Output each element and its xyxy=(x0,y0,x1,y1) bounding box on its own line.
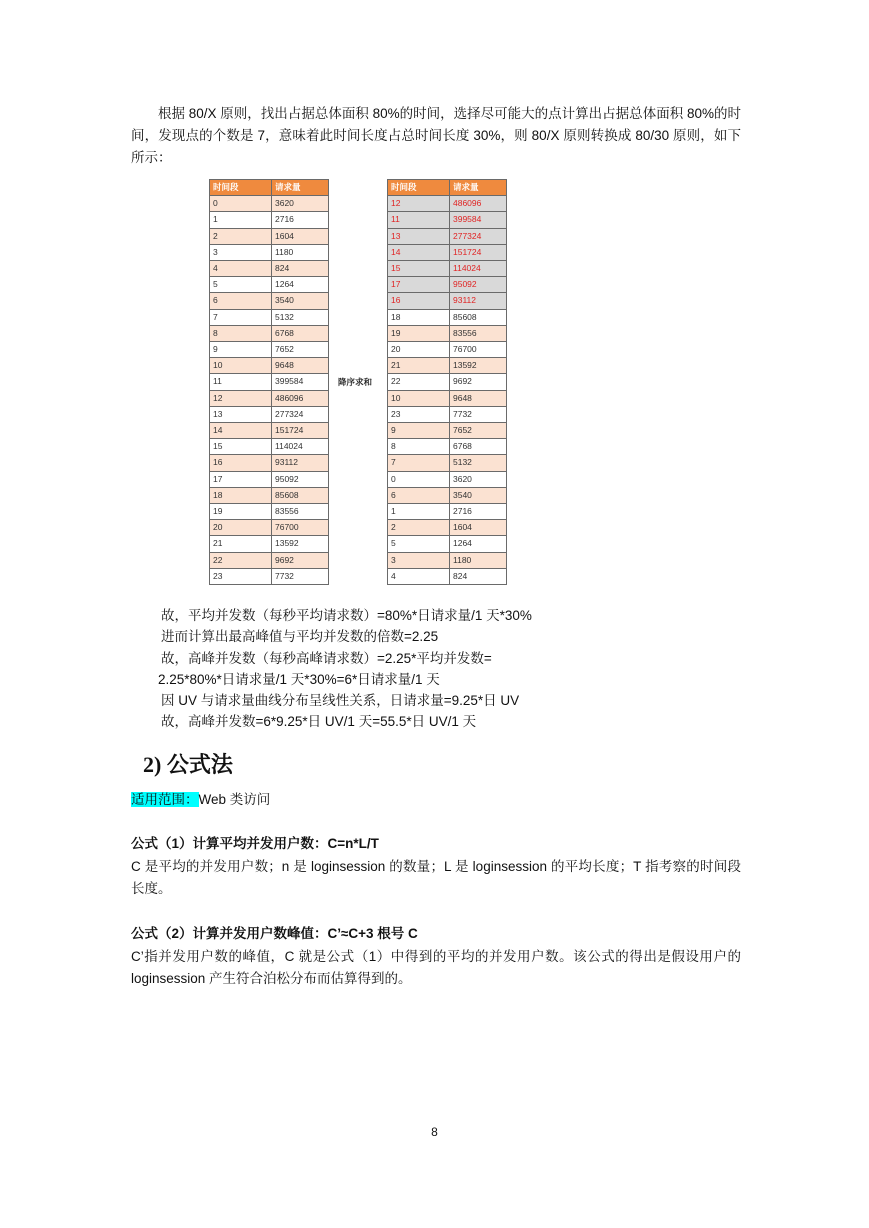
request-count-cell: 1264 xyxy=(272,277,329,293)
table-row xyxy=(388,228,507,244)
sorted-request-table xyxy=(387,179,507,585)
table-row xyxy=(388,342,507,358)
request-count-cell: 114024 xyxy=(272,439,329,455)
hour-cell: 17 xyxy=(388,277,450,293)
column-header: 请求量 xyxy=(272,180,329,196)
table-row xyxy=(210,374,329,390)
request-count-cell: 3620 xyxy=(450,471,507,487)
request-count-cell: 3540 xyxy=(450,487,507,503)
table-row xyxy=(210,568,329,584)
hour-cell: 23 xyxy=(388,406,450,422)
hour-cell: 8 xyxy=(210,325,272,341)
calc-line: 故，平均并发数（每秒平均请求数）=80%*日请求量/1 天*30% xyxy=(161,608,532,623)
formula1-title: 公式（1）计算平均并发用户数：C=n*L/T xyxy=(131,836,379,851)
request-count-cell: 399584 xyxy=(272,374,329,390)
hour-cell: 9 xyxy=(388,423,450,439)
hour-cell: 12 xyxy=(388,196,450,212)
table-row xyxy=(210,358,329,374)
scope-label: 适用范围： xyxy=(131,792,199,807)
table-row xyxy=(388,374,507,390)
table-row xyxy=(388,212,507,228)
table-row xyxy=(210,277,329,293)
request-count-cell: 1180 xyxy=(272,244,329,260)
table-row xyxy=(388,536,507,552)
scope-value: Web 类访问 xyxy=(198,792,271,807)
table-row xyxy=(210,293,329,309)
hourly-request-table xyxy=(209,179,329,585)
request-count-cell: 95092 xyxy=(450,277,507,293)
formula1-description: C 是平均的并发用户数；n 是 loginsession 的数量；L 是 loginsession 的平均长度；T 指考察的时间段长度。 xyxy=(131,859,741,896)
hour-cell: 6 xyxy=(388,487,450,503)
hour-cell: 1 xyxy=(210,212,272,228)
table-row xyxy=(210,504,329,520)
table-row xyxy=(388,325,507,341)
table-row xyxy=(210,244,329,260)
hour-cell: 12 xyxy=(210,390,272,406)
hour-cell: 21 xyxy=(388,358,450,374)
request-count-cell: 1604 xyxy=(450,520,507,536)
hour-cell: 20 xyxy=(388,342,450,358)
table-row xyxy=(210,342,329,358)
hour-cell: 2 xyxy=(210,228,272,244)
request-count-cell: 2716 xyxy=(450,504,507,520)
request-count-cell: 7732 xyxy=(450,406,507,422)
hour-cell: 0 xyxy=(210,196,272,212)
request-count-cell: 9648 xyxy=(272,358,329,374)
table-row xyxy=(388,390,507,406)
hour-cell: 6 xyxy=(210,293,272,309)
table-row xyxy=(210,228,329,244)
table-row xyxy=(388,261,507,277)
request-count-cell: 1264 xyxy=(450,536,507,552)
request-count-cell: 6768 xyxy=(450,439,507,455)
table-row xyxy=(210,552,329,568)
request-count-cell: 5132 xyxy=(450,455,507,471)
table-row xyxy=(210,487,329,503)
table-row xyxy=(210,261,329,277)
table-row xyxy=(388,309,507,325)
hour-cell: 21 xyxy=(210,536,272,552)
request-count-cell: 7652 xyxy=(450,423,507,439)
request-count-cell: 7652 xyxy=(272,342,329,358)
request-count-cell: 93112 xyxy=(272,455,329,471)
hour-cell: 15 xyxy=(210,439,272,455)
table-row xyxy=(210,536,329,552)
table-row xyxy=(210,520,329,536)
table-row xyxy=(388,244,507,260)
hour-cell: 13 xyxy=(388,228,450,244)
hour-cell: 16 xyxy=(388,293,450,309)
table-row xyxy=(388,406,507,422)
hour-cell: 15 xyxy=(388,261,450,277)
hour-cell: 22 xyxy=(210,552,272,568)
hour-cell: 20 xyxy=(210,520,272,536)
hour-cell: 10 xyxy=(388,390,450,406)
calc-line: 因 UV 与请求量曲线分布呈线性关系，日请求量=9.25*日 UV xyxy=(161,693,520,709)
table-row xyxy=(388,293,507,309)
hour-cell: 19 xyxy=(210,504,272,520)
table-row xyxy=(210,309,329,325)
request-count-cell: 76700 xyxy=(450,342,507,358)
request-count-cell: 83556 xyxy=(272,504,329,520)
request-count-cell: 277324 xyxy=(272,406,329,422)
request-count-cell: 277324 xyxy=(450,228,507,244)
table-row xyxy=(388,423,507,439)
hour-cell: 13 xyxy=(210,406,272,422)
request-count-cell: 9692 xyxy=(272,552,329,568)
table-row xyxy=(388,439,507,455)
table-row xyxy=(210,406,329,422)
hour-cell: 18 xyxy=(210,487,272,503)
table-row xyxy=(210,455,329,471)
request-count-cell: 9692 xyxy=(450,374,507,390)
hour-cell: 0 xyxy=(388,471,450,487)
hour-cell: 2 xyxy=(388,520,450,536)
table-row xyxy=(210,196,329,212)
page-number: 8 xyxy=(431,1125,438,1139)
table-row xyxy=(388,196,507,212)
request-count-cell: 1604 xyxy=(272,228,329,244)
column-header: 时间段 xyxy=(388,180,450,196)
request-count-cell: 151724 xyxy=(450,244,507,260)
hour-cell: 14 xyxy=(210,423,272,439)
request-count-cell: 399584 xyxy=(450,212,507,228)
descending-sum-label: 降序求和 xyxy=(338,377,373,387)
table-row xyxy=(210,212,329,228)
calc-line: 故，高峰并发数（每秒高峰请求数）=2.25*平均并发数= xyxy=(161,650,492,666)
calculation-lines xyxy=(158,605,532,733)
request-count-cell: 114024 xyxy=(450,261,507,277)
table-row xyxy=(388,552,507,568)
request-count-cell: 9648 xyxy=(450,390,507,406)
data-tables xyxy=(209,179,509,584)
section-heading: 2) 公式法 xyxy=(143,752,233,777)
hour-cell: 5 xyxy=(210,277,272,293)
request-count-cell: 6768 xyxy=(272,325,329,341)
request-count-cell: 95092 xyxy=(272,471,329,487)
table-header-row xyxy=(388,180,507,196)
request-count-cell: 85608 xyxy=(450,309,507,325)
request-count-cell: 3540 xyxy=(272,293,329,309)
hour-cell: 16 xyxy=(210,455,272,471)
hour-cell: 9 xyxy=(210,342,272,358)
table-row xyxy=(210,325,329,341)
calc-line: 进而计算出最高峰值与平均并发数的倍数=2.25 xyxy=(161,629,439,645)
hour-cell: 4 xyxy=(210,261,272,277)
request-count-cell: 2716 xyxy=(272,212,329,228)
request-count-cell: 486096 xyxy=(272,390,329,406)
table-row xyxy=(210,390,329,406)
hour-cell: 4 xyxy=(388,568,450,584)
intro-paragraph xyxy=(131,103,741,169)
request-count-cell: 3620 xyxy=(272,196,329,212)
request-count-cell: 83556 xyxy=(450,325,507,341)
hour-cell: 11 xyxy=(210,374,272,390)
hour-cell: 19 xyxy=(388,325,450,341)
request-count-cell: 13592 xyxy=(450,358,507,374)
intro-text: 根据 80/X 原则，找出占据总体面积 80%的时间，选择尽可能大的点计算出占据总体面积 80%的时间，发现点的个数是 7，意味着此时间长度占总时间长度 30%，则 80/X 原则转换成 80/30 原则，如下所示： xyxy=(131,106,741,165)
hour-cell: 18 xyxy=(388,309,450,325)
table-header-row xyxy=(210,180,329,196)
hour-cell: 1 xyxy=(388,504,450,520)
request-count-cell: 76700 xyxy=(272,520,329,536)
formula2-title: 公式（2）计算并发用户数峰值：C’≈C+3 根号 C xyxy=(131,926,418,941)
request-count-cell: 13592 xyxy=(272,536,329,552)
hour-cell: 14 xyxy=(388,244,450,260)
formula2-description: C’指并发用户数的峰值，C 就是公式（1）中得到的平均的并发用户数。该公式的得出是假设用户的 loginsession 产生符合泊松分布而估算得到的。 xyxy=(131,949,741,986)
table-row xyxy=(388,358,507,374)
hour-cell: 8 xyxy=(388,439,450,455)
table-row xyxy=(388,455,507,471)
request-count-cell: 486096 xyxy=(450,196,507,212)
table-row xyxy=(210,439,329,455)
request-count-cell: 151724 xyxy=(272,423,329,439)
table-row xyxy=(210,471,329,487)
table-row xyxy=(388,504,507,520)
hour-cell: 3 xyxy=(210,244,272,260)
hour-cell: 5 xyxy=(388,536,450,552)
hour-cell: 17 xyxy=(210,471,272,487)
table-row xyxy=(388,568,507,584)
table-row xyxy=(210,423,329,439)
request-count-cell: 93112 xyxy=(450,293,507,309)
table-row xyxy=(388,471,507,487)
hour-cell: 23 xyxy=(210,568,272,584)
table-row xyxy=(388,520,507,536)
request-count-cell: 1180 xyxy=(450,552,507,568)
table-row xyxy=(388,277,507,293)
hour-cell: 7 xyxy=(210,309,272,325)
column-header: 时间段 xyxy=(210,180,272,196)
request-count-cell: 85608 xyxy=(272,487,329,503)
table-row xyxy=(388,487,507,503)
request-count-cell: 824 xyxy=(450,568,507,584)
request-count-cell: 7732 xyxy=(272,568,329,584)
hour-cell: 10 xyxy=(210,358,272,374)
hour-cell: 22 xyxy=(388,374,450,390)
calc-line: 故，高峰并发数=6*9.25*日 UV/1 天=55.5*日 UV/1 天 xyxy=(161,714,477,730)
scope-line xyxy=(131,790,270,810)
hour-cell: 7 xyxy=(388,455,450,471)
hour-cell: 3 xyxy=(388,552,450,568)
hour-cell: 11 xyxy=(388,212,450,228)
calc-line: 2.25*80%*日请求量/1 天*30%=6*日请求量/1 天 xyxy=(158,671,440,687)
request-count-cell: 5132 xyxy=(272,309,329,325)
request-count-cell: 824 xyxy=(272,261,329,277)
column-header: 请求量 xyxy=(450,180,507,196)
